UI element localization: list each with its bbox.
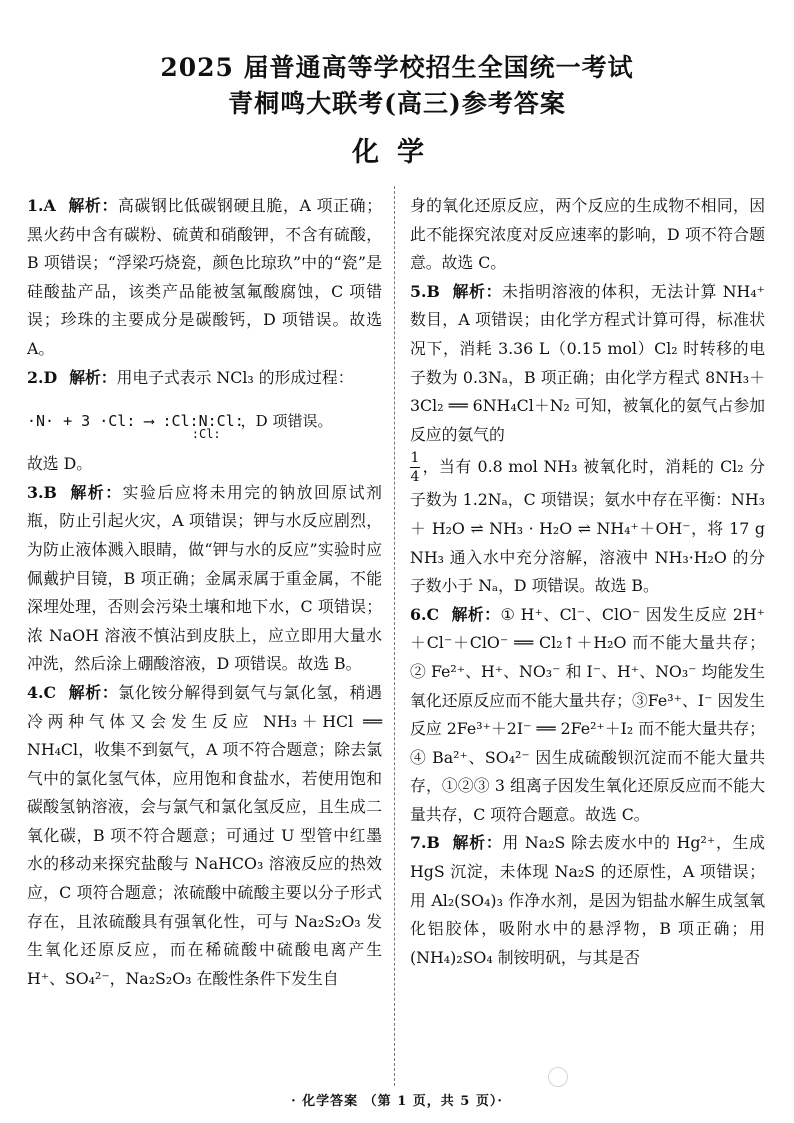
answer-text: 高碳钢比低碳钢硬且脆，A 项正确；黑火药中含有碳粉、硫黄和硝酸钾，不含有硫酸，B 项错误；“浮梁巧烧瓷，颜色比琼玖”中的“瓷”是硅酸盐产品，该类产品能被氢氟酸腐蚀，C 项错误；珍珠的主要成分是碳酸钙，D 项错误。故选 A。 <box>27 196 382 358</box>
question-number: 6. <box>410 604 427 624</box>
question-number: 1. <box>27 196 44 215</box>
question-number: 5. <box>410 281 427 301</box>
answer-text: 用 Na₂S 除去废水中的 Hg²⁺，生成 HgS 沉淀，未体现 Na₂S 的还原性，A 项错误；用 Al₂(SO₄)₃ 作净水剂，是因为铝盐水解生成氢氧化铝胶体，吸附水中的悬浮物，B 项正确；用(NH₄)₂SO₄ 制铵明矾，与其是否 <box>410 833 765 967</box>
lewis-tail: ，D 项错误。 <box>240 411 333 430</box>
analysis-label: 解析： <box>68 482 123 502</box>
lewis-structure: ·N· + 3 ·Cl: ⟶ :Cl:N:Cl: <box>27 411 244 430</box>
analysis-label: 解析： <box>68 682 119 702</box>
answer-6 <box>410 601 765 830</box>
answer-4 <box>27 679 382 994</box>
analysis-label: 解析： <box>451 833 503 853</box>
question-number: 2. <box>27 367 44 387</box>
analysis-label: 解析： <box>451 604 501 624</box>
answer-text: 未指明溶液的体积，无法计算 NH₄⁺ 数目，A 项错误；由化学方程式计算可得，标准状况下，消耗 3.36 L（0.15 mol）Cl₂ 时转移的电子数为 0.3Nₐ，B 项正确；由化学方程式 8NH₃＋3Cl₂ ══ 6NH₄Cl＋N₂ 可知，被氧化的氨气占参加反应的氨气的 <box>410 281 765 444</box>
document-subtitle: 青桐鸣大联考(高三)参考答案 <box>228 89 566 118</box>
lewis-formation-equation <box>27 392 382 450</box>
answer-letter: C <box>43 682 57 702</box>
answer-5 <box>410 278 765 450</box>
fraction-numerator: 1 <box>410 450 420 467</box>
document-title: 2025 届普通高等学校招生全国统一考试 <box>160 53 634 82</box>
lewis-lower-cl: :Cl: <box>191 426 221 441</box>
answer-letter: A <box>43 196 56 215</box>
answer-text: ，当有 0.8 mol NH₃ 被氧化时，消耗的 Cl₂ 分子数为 1.2Nₐ，C 项错误；氨水中存在平衡：NH₃ ＋ H₂O ⇌ NH₃ · H₂O ⇌ NH₄⁺＋OH⁻，将 17 g NH₃ 通入水中充分溶解，溶液中 NH₃·H₂O 的分子数小于 Nₐ，D 项错误。故选 B。 <box>410 457 765 596</box>
column-divider <box>394 186 395 1086</box>
analysis-label: 解析： <box>451 281 503 301</box>
page-footer: · 化学答案 （第 1 页，共 5 页）· <box>291 1094 503 1109</box>
answer-letter: C <box>426 604 440 624</box>
answer-letter: B <box>43 482 57 502</box>
question-number: 4. <box>27 682 44 702</box>
answer-text: ① H⁺、Cl⁻、ClO⁻ 因发生反应 2H⁺＋Cl⁻＋ClO⁻ ══ Cl₂↑＋H₂O 而不能大量共存；② Fe²⁺、H⁺、NO₃⁻ 和 I⁻、H⁺、NO₃⁻ 均能发生氧化还原反应而不能大量共存；③Fe³⁺、I⁻ 因发生反应 2Fe³⁺＋2I⁻ ══ 2Fe²⁺＋I₂ 而不能大量共存；④ Ba²⁺、SO₄²⁻ 因生成硫酸钡沉淀而不能大量共存，①②③ 3 组离子因发生氧化还原反应而不能大量共存，C 项符合题意。故选 C。 <box>410 604 765 824</box>
answer-letter: D <box>43 367 58 387</box>
left-column <box>27 192 382 993</box>
fraction <box>410 449 420 486</box>
question-number: 3. <box>27 482 44 502</box>
answer-letter: B <box>426 833 440 853</box>
answer-text: 实验后应将未用完的钠放回原试剂瓶，防止引起火灾，A 项错误；钾与水反应剧烈，为防止液体溅入眼睛，做“钾与水的反应”实验时应佩戴护目镜，B 项正确；金属汞属于重金属，不能深埋处理，否则会污染土壤和地下水，C 项错误；浓 NaOH 溶液不慎沾到皮肤上，应立即用大量水冲洗，然后涂上硼酸溶液，D 项错误。故选 B。 <box>27 482 382 674</box>
subject-heading: 化学 <box>352 137 442 168</box>
answer-2-conclusion: 故选 D。 <box>27 454 93 474</box>
right-column <box>410 192 765 972</box>
answer-4-continued: 身的氧化还原反应，两个反应的生成物不相同，因此不能探究浓度对反应速率的影响，D 项不符合题意。故选 C。 <box>410 196 765 273</box>
question-number: 7. <box>410 833 427 853</box>
answer-2 <box>27 364 382 393</box>
fraction-denominator: 4 <box>410 469 420 486</box>
answer-7 <box>410 829 765 972</box>
analysis-label: 解析： <box>67 196 118 215</box>
answer-1 <box>27 192 382 364</box>
analysis-label: 解析： <box>69 367 117 387</box>
watermark-stamp <box>548 1067 568 1087</box>
answer-3 <box>27 479 382 679</box>
answer-text: 氯化铵分解得到氨气与氯化氢，稍遇冷两种气体又会发生反应 NH₃＋HCl ══ NH₄Cl，收集不到氨气，A 项不符合题意；除去氯气中的氯化氢气体，应用饱和食盐水，若使用饱和碳酸氢钠溶液，会与氯气和氯化氢反应，且生成二氧化碳，B 项不符合题意；可通过 U 型管中红墨水的移动来探究盐酸与 NaHCO₃ 溶液反应的热效应，C 项符合题意；浓硫酸中硫酸主要以分子形式存在，且浓硫酸具有强氧化性，可与 Na₂S₂O₃ 发生氧化还原反应，而在稀硫酸中硫酸电离产生 H⁺、SO₄²⁻，Na₂S₂O₃ 在酸性条件下发生自 <box>27 682 382 988</box>
answer-text: 用电子式表示 NCl₃ 的形成过程： <box>116 367 354 387</box>
answer-letter: B <box>426 281 440 301</box>
answer-5-continued <box>410 449 765 600</box>
